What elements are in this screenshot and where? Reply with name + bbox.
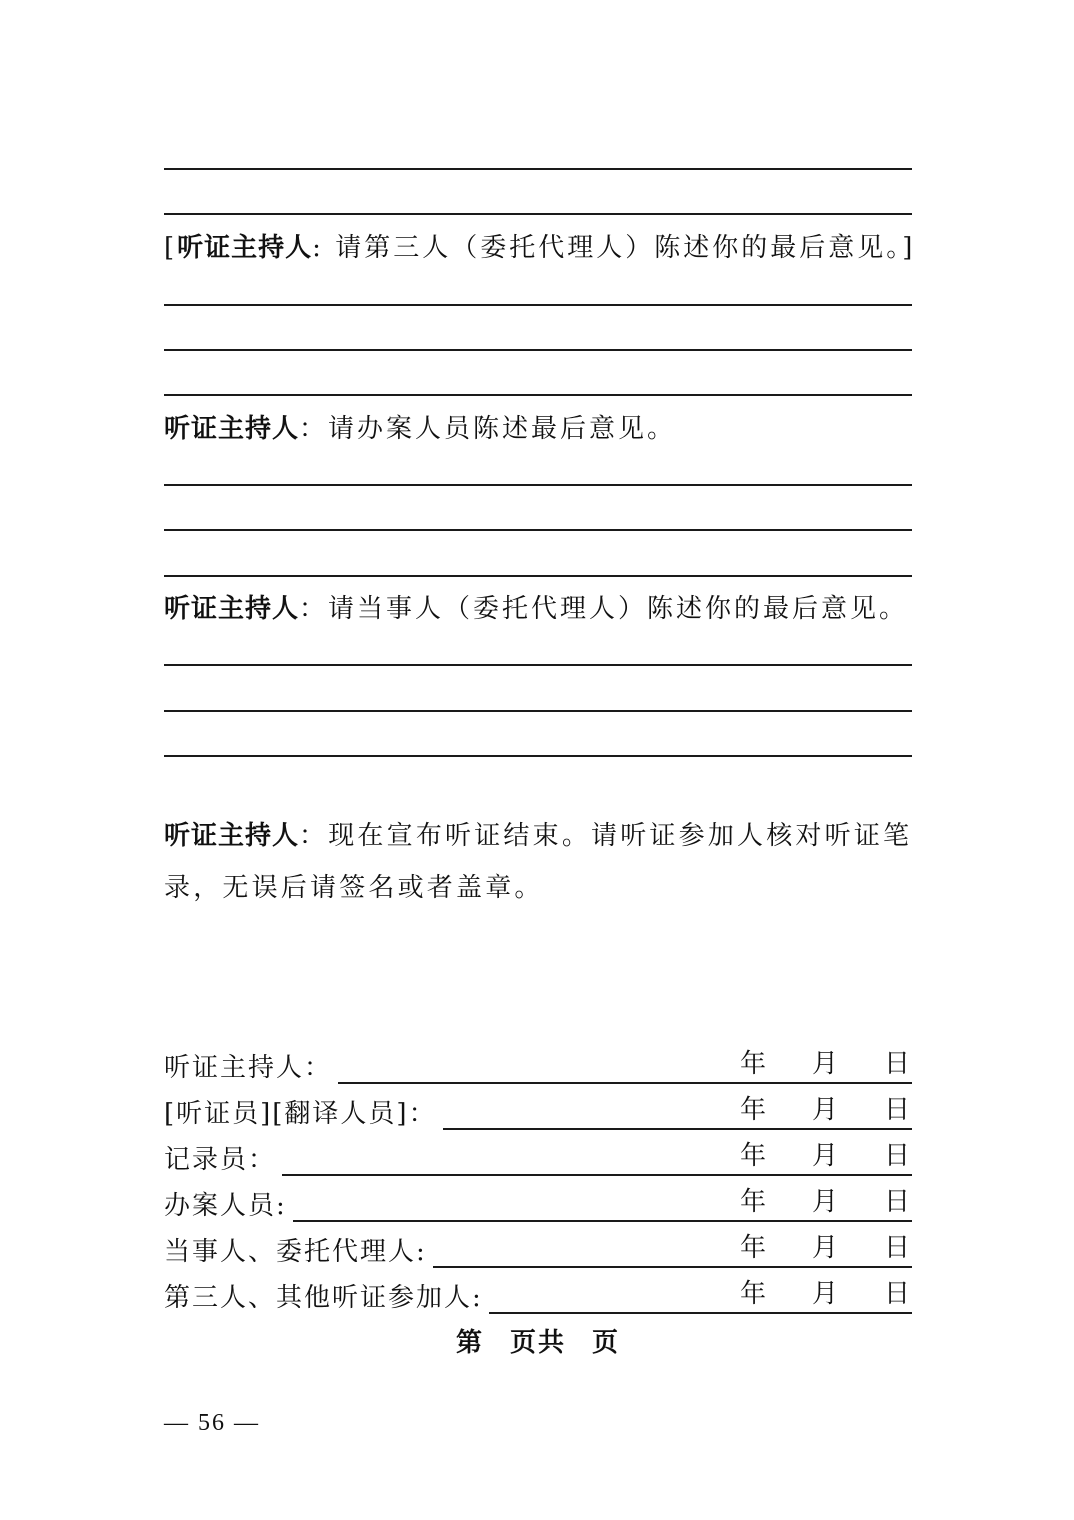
host-statement-party (164, 583, 924, 635)
date-field (740, 1089, 912, 1126)
day-label: 日 (883, 1049, 912, 1079)
signature-line[interactable] (282, 1140, 912, 1176)
month-label: 月 (811, 1141, 840, 1171)
year-label: 年 (740, 1233, 769, 1263)
page-count-middle: 页共 (510, 1328, 567, 1358)
date-field (740, 1043, 912, 1080)
day-label: 日 (883, 1095, 912, 1125)
signature-line[interactable] (338, 1048, 912, 1084)
year-label: 年 (740, 1049, 769, 1079)
blank-line (164, 349, 912, 351)
speaker-label: 听证主持人 (164, 594, 300, 624)
speaker-label: 听证主持人 (177, 233, 313, 263)
signature-row-hearing-officer-translator (164, 1090, 912, 1130)
signature-label: 当事人、委托代理人: (164, 1237, 427, 1267)
statement-text: 请第三人（委托代理人）陈述你的最后意见。] (323, 233, 916, 263)
blank-line (164, 529, 912, 531)
signature-label: [听证员][翻译人员]： (164, 1099, 437, 1129)
blank-line (164, 304, 912, 306)
day-label: 日 (883, 1141, 912, 1171)
year-label: 年 (740, 1141, 769, 1171)
page-count-prefix: 第 (456, 1328, 485, 1358)
signature-label: 听证主持人： (164, 1053, 333, 1083)
host-closing-statement (164, 810, 924, 914)
page-number: — 56 — (164, 1410, 260, 1436)
signature-label: 记录员： (164, 1145, 277, 1175)
signature-line[interactable] (443, 1094, 912, 1130)
host-statement-third-party (164, 222, 924, 274)
month-label: 月 (811, 1279, 840, 1309)
blank-line (164, 755, 912, 757)
host-statement-case-officer (164, 403, 924, 455)
page-count-suffix: 页 (592, 1328, 621, 1358)
speaker-label: 听证主持人 (164, 821, 300, 851)
year-label: 年 (740, 1279, 769, 1309)
colon: ： (299, 594, 329, 624)
signature-row-case-officer (164, 1182, 912, 1222)
signature-label: 第三人、其他听证参加人: (164, 1283, 483, 1313)
day-label: 日 (883, 1279, 912, 1309)
date-field (740, 1227, 912, 1264)
signature-row-third-party-participants (164, 1274, 912, 1314)
blank-line (164, 484, 912, 486)
blank-line (164, 575, 912, 577)
signature-row-party-agent (164, 1228, 912, 1268)
year-label: 年 (740, 1095, 769, 1125)
statement-text: 现在宣布听证结束。请听证参加人核对听证笔录，无误后请签名或者盖章。 (164, 821, 913, 903)
blank-line (164, 213, 912, 215)
signature-row-host (164, 1044, 912, 1084)
day-label: 日 (883, 1187, 912, 1217)
date-field (740, 1135, 912, 1172)
blank-line (164, 664, 912, 666)
year-label: 年 (740, 1187, 769, 1217)
signature-line[interactable] (293, 1186, 912, 1222)
page-count (456, 1322, 620, 1359)
colon: ： (299, 414, 329, 444)
month-label: 月 (811, 1049, 840, 1079)
statement-text: 请当事人（委托代理人）陈述你的最后意见。 (328, 594, 909, 624)
month-label: 月 (811, 1187, 840, 1217)
day-label: 日 (883, 1233, 912, 1263)
blank-line (164, 394, 912, 396)
signature-row-recorder (164, 1136, 912, 1176)
colon: : (312, 233, 324, 263)
bracket-open: [ (164, 233, 178, 263)
signature-line[interactable] (433, 1232, 912, 1268)
signature-line[interactable] (489, 1278, 912, 1314)
month-label: 月 (811, 1233, 840, 1263)
colon: ： (299, 821, 329, 851)
date-field (740, 1181, 912, 1218)
statement-text: 请办案人员陈述最后意见。 (328, 414, 677, 444)
signature-label: 办案人员: (164, 1191, 287, 1221)
blank-line (164, 168, 912, 170)
blank-line (164, 710, 912, 712)
month-label: 月 (811, 1095, 840, 1125)
speaker-label: 听证主持人 (164, 414, 300, 444)
date-field (740, 1273, 912, 1310)
